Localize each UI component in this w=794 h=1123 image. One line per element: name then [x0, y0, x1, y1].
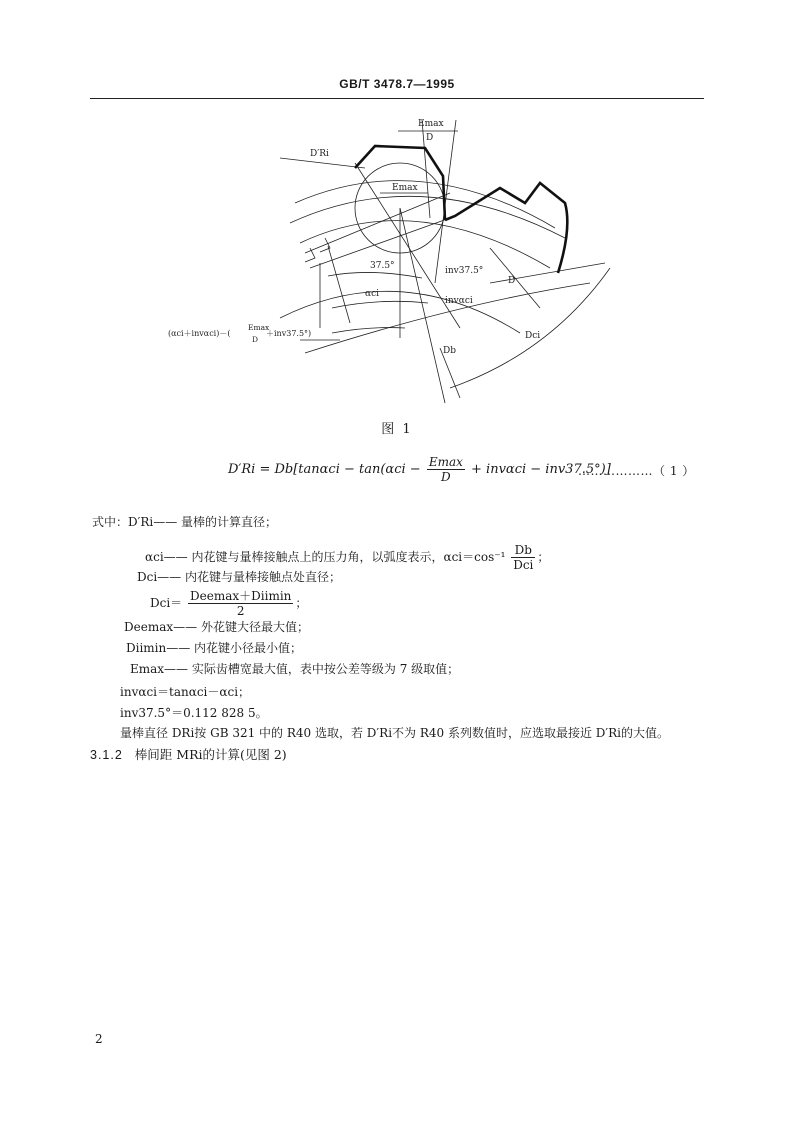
label-bottom-suffix: ＋inv37.5°)	[266, 329, 312, 338]
header-rule	[90, 98, 704, 99]
paragraph-ball-diameter: 量棒直径 DRi按 GB 321 中的 R40 选取，若 D′Ri不为 R40 系列数值时，应选取最接近 D′Ri的大值。	[120, 726, 669, 740]
dim-bottom	[332, 328, 405, 333]
def-inv375: inv37.5°＝0.112 828 5。	[120, 706, 268, 720]
arc-outer	[295, 181, 555, 228]
line-radial-1	[400, 208, 445, 403]
def-alpha-fraction	[511, 543, 535, 572]
page-header: GB/T 3478.7—1995	[339, 77, 455, 91]
label-emax-mid: Emax	[392, 183, 418, 193]
label-bottom-den: D	[252, 335, 259, 344]
arc-d	[305, 283, 590, 353]
arc-dci	[450, 268, 610, 388]
leader-dri	[280, 158, 365, 168]
page-number: 2	[95, 1032, 103, 1046]
label-alpha: αci	[365, 289, 379, 299]
label-bottom-num: Emax	[248, 323, 270, 332]
arc-3	[300, 221, 550, 268]
label-d: D	[508, 276, 516, 286]
equation-rhs: + invαci − inv37.5°)]	[471, 462, 611, 477]
def-dri: 式中：D′Ri—— 量棒的计算直径；	[92, 515, 278, 529]
label-db: Db	[443, 346, 456, 356]
label-emax-top: Emax	[418, 119, 444, 129]
def-dci-formula: Dci＝ $\frac{\text{Deemax＋Diimin}}{2}$ ；	[150, 589, 308, 618]
label-bottom-prefix: (αci＋invαci)－(	[168, 329, 231, 338]
label-37: 37.5°	[370, 261, 395, 271]
label-dci: Dci	[525, 331, 541, 341]
equation-number: ………………（ 1 ）	[578, 464, 695, 478]
section-title: 棒间距 MRi的计算(见图 2)	[134, 747, 287, 762]
equation-lhs: D′Ri = Db[tanαci − tan(αci −	[228, 462, 421, 477]
def-emax: Emax—— 实际齿槽宽最大值，表中按公差等级为 7 级取值；	[130, 662, 460, 676]
label-dri: D′Ri	[310, 149, 329, 159]
equation-frac-den: D	[441, 470, 451, 484]
def-diimin: Diimin—— 内花键小径最小值；	[126, 641, 303, 655]
def-dci-num: Deemax＋Diimin	[190, 589, 292, 603]
right-angle-1	[305, 248, 315, 262]
def-invalpha: invαci＝tanαci－αci；	[120, 685, 251, 699]
figure-caption: 图 1	[381, 422, 413, 437]
def-dci: Dci—— 内花键与量棒接触点处直径；	[137, 570, 341, 584]
equation-1	[228, 455, 611, 484]
equation-fraction	[427, 455, 465, 484]
label-invalpha: invαci	[445, 296, 473, 306]
line-ext-2	[435, 120, 456, 283]
def-alpha-num: Db	[511, 543, 535, 558]
label-inv37: inv37.5°	[445, 266, 484, 276]
label-d-top: D	[426, 133, 434, 143]
def-alpha-text: αci—— 内花键与量棒接触点上的压力角，以弧度表示，αci＝cos⁻¹	[145, 550, 506, 564]
def-alpha-den: Dci	[513, 558, 534, 572]
section-heading	[90, 745, 287, 763]
def-dci-fraction	[188, 589, 293, 618]
figure-1-diagram	[160, 108, 630, 408]
def-dci-den: 2	[236, 604, 245, 618]
equation-frac-num: Emax	[428, 455, 463, 469]
def-dci-lhs: Dci＝	[150, 596, 183, 610]
def-deemax: Deemax—— 外花键大径最大值；	[124, 620, 309, 634]
section-number: 3.1.2	[90, 748, 123, 762]
def-alpha: αci—— 内花键与量棒接触点上的压力角，以弧度表示，αci＝cos⁻¹ $\frac{Db}{\text{Dci}}$ ；	[145, 543, 550, 572]
dim-alpha	[332, 301, 428, 308]
spline-profile-right	[445, 183, 567, 273]
dim-37	[328, 272, 422, 278]
